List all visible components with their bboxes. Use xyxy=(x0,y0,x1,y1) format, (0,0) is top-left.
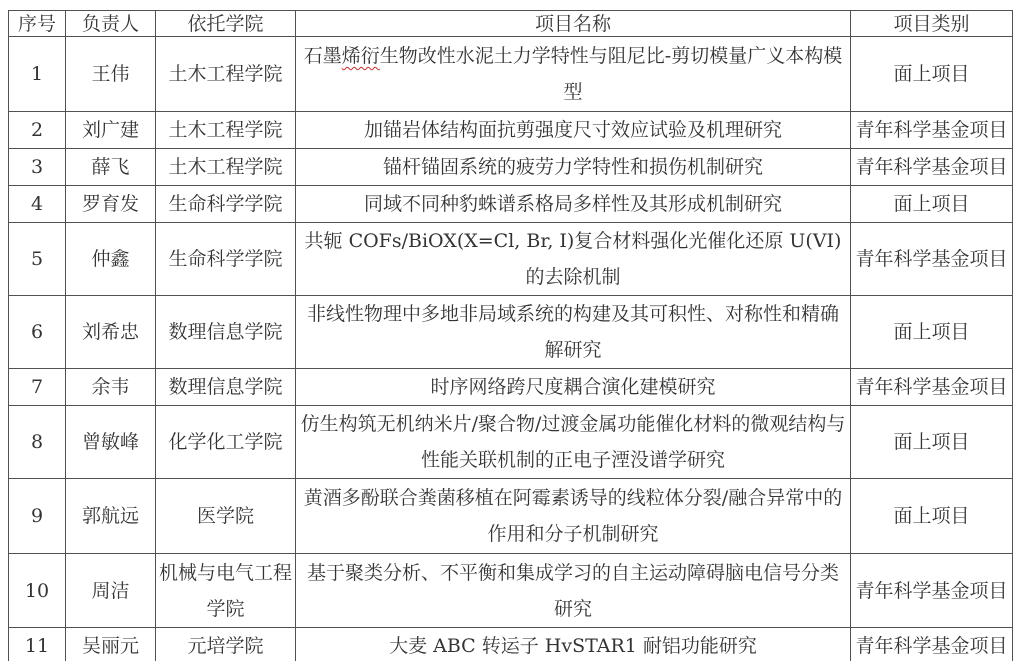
project-name-part: 石墨 xyxy=(303,45,342,67)
cell-category: 青年科学基金项目 xyxy=(851,369,1013,406)
cell-category: 青年科学基金项目 xyxy=(851,554,1013,628)
cell-category: 青年科学基金项目 xyxy=(851,112,1013,149)
cell-college: 生命科学学院 xyxy=(156,223,296,296)
table-row xyxy=(9,296,1013,369)
cell-leader: 罗育发 xyxy=(66,186,156,223)
cell-project-name xyxy=(296,37,851,112)
cell-project-name: 大麦 ABC 转运子 HvSTAR1 耐铝功能研究 xyxy=(296,628,851,661)
cell-college: 机械与电气工程学院 xyxy=(156,554,296,628)
table-row xyxy=(9,149,1013,186)
cell-project-name: 黄酒多酚联合粪菌移植在阿霉素诱导的线粒体分裂/融合异常中的作用和分子机制研究 xyxy=(296,479,851,554)
cell-serial: 1 xyxy=(9,37,66,112)
spellcheck-wavy-underline: 烯衍 xyxy=(341,45,380,67)
cell-leader: 郭航远 xyxy=(66,479,156,554)
cell-category: 青年科学基金项目 xyxy=(851,223,1013,296)
cell-serial: 7 xyxy=(9,369,66,406)
cell-project-name: 共轭 COFs/BiOX(X=Cl, Br, I)复合材料强化光催化还原 U(VI)的去除机制 xyxy=(296,223,851,296)
cell-leader: 周洁 xyxy=(66,554,156,628)
project-name-part: 生物改性水泥土力学特性与阻尼比-剪切模量广义本构模型 xyxy=(379,45,843,103)
cell-category: 青年科学基金项目 xyxy=(851,628,1013,661)
cell-college: 土木工程学院 xyxy=(156,112,296,149)
project-list-table xyxy=(8,10,1013,661)
column-header-category: 项目类别 xyxy=(851,11,1013,37)
cell-category: 面上项目 xyxy=(851,479,1013,554)
table-row xyxy=(9,369,1013,406)
cell-serial: 6 xyxy=(9,296,66,369)
column-header-leader: 负责人 xyxy=(66,11,156,37)
cell-leader: 余韦 xyxy=(66,369,156,406)
cell-leader: 刘希忠 xyxy=(66,296,156,369)
cell-serial: 10 xyxy=(9,554,66,628)
cell-category: 面上项目 xyxy=(851,186,1013,223)
table-row xyxy=(9,554,1013,628)
cell-leader: 仲鑫 xyxy=(66,223,156,296)
cell-project-name: 锚杆锚固系统的疲劳力学特性和损伤机制研究 xyxy=(296,149,851,186)
cell-college: 化学化工学院 xyxy=(156,406,296,479)
cell-serial: 4 xyxy=(9,186,66,223)
cell-college: 数理信息学院 xyxy=(156,296,296,369)
cell-college: 医学院 xyxy=(156,479,296,554)
cell-category: 青年科学基金项目 xyxy=(851,149,1013,186)
cell-serial: 2 xyxy=(9,112,66,149)
cell-project-name: 仿生构筑无机纳米片/聚合物/过渡金属功能催化材料的微观结构与性能关联机制的正电子湮没谱学研究 xyxy=(296,406,851,479)
column-header-serial: 序号 xyxy=(9,11,66,37)
cell-leader: 吴丽元 xyxy=(66,628,156,661)
cell-leader: 刘广建 xyxy=(66,112,156,149)
cell-project-name: 时序网络跨尺度耦合演化建模研究 xyxy=(296,369,851,406)
table-row xyxy=(9,628,1013,661)
cell-college: 元培学院 xyxy=(156,628,296,661)
cell-category: 面上项目 xyxy=(851,37,1013,112)
cell-serial: 11 xyxy=(9,628,66,661)
table-row xyxy=(9,37,1013,112)
cell-serial: 5 xyxy=(9,223,66,296)
cell-project-name: 基于聚类分析、不平衡和集成学习的自主运动障碍脑电信号分类研究 xyxy=(296,554,851,628)
cell-college: 生命科学学院 xyxy=(156,186,296,223)
cell-college: 数理信息学院 xyxy=(156,369,296,406)
column-header-college: 依托学院 xyxy=(156,11,296,37)
table-row xyxy=(9,186,1013,223)
cell-project-name: 同域不同种豹蛛谱系格局多样性及其形成机制研究 xyxy=(296,186,851,223)
header-row xyxy=(9,11,1013,37)
cell-leader: 曾敏峰 xyxy=(66,406,156,479)
table-row xyxy=(9,223,1013,296)
cell-leader: 王伟 xyxy=(66,37,156,112)
cell-category: 面上项目 xyxy=(851,296,1013,369)
cell-category: 面上项目 xyxy=(851,406,1013,479)
cell-serial: 3 xyxy=(9,149,66,186)
cell-serial: 8 xyxy=(9,406,66,479)
cell-college: 土木工程学院 xyxy=(156,149,296,186)
column-header-project: 项目名称 xyxy=(296,11,851,37)
cell-college: 土木工程学院 xyxy=(156,37,296,112)
table-row xyxy=(9,479,1013,554)
table-row xyxy=(9,406,1013,479)
cell-project-name: 非线性物理中多地非局域系统的构建及其可积性、对称性和精确解研究 xyxy=(296,296,851,369)
cell-project-name: 加锚岩体结构面抗剪强度尺寸效应试验及机理研究 xyxy=(296,112,851,149)
cell-leader: 薛飞 xyxy=(66,149,156,186)
cell-serial: 9 xyxy=(9,479,66,554)
table-row xyxy=(9,112,1013,149)
